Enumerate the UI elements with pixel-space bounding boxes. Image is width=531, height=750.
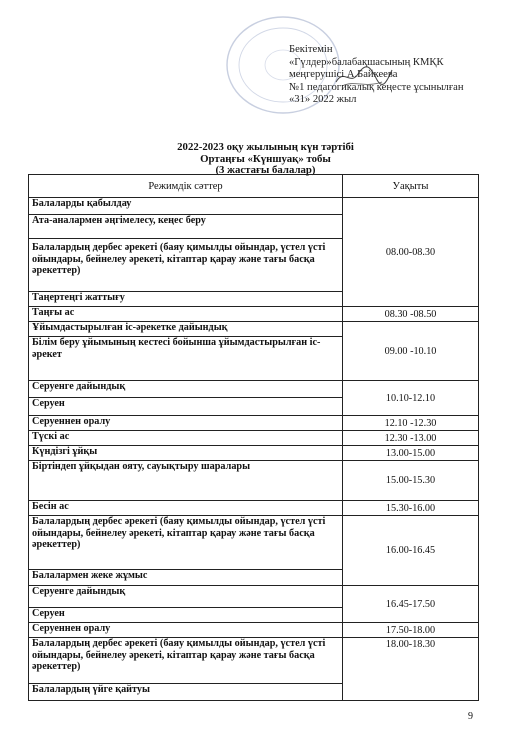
- time-cell: 18.00-18.30: [343, 638, 479, 701]
- age-group: (3 жастағы балалар): [215, 164, 316, 177]
- time-cell: 08.30 -08.50: [343, 307, 479, 322]
- activity-cell: Бесін ас: [29, 501, 343, 516]
- table-row: [29, 431, 479, 446]
- table-header-row: [29, 175, 479, 198]
- table-row: [29, 198, 479, 215]
- activity-cell: Балалардың үйге қайтуы: [29, 684, 343, 701]
- activity-cell: Серуенге дайындық: [29, 586, 343, 608]
- page-number: 9: [468, 711, 473, 722]
- table-row: [29, 623, 479, 638]
- time-cell: 15.30-16.00: [343, 501, 479, 516]
- group-name: Ортаңғы «Күншуақ» тобы: [200, 152, 331, 165]
- time-cell: 15.00-15.30: [343, 461, 479, 501]
- activity-cell: Біртіндеп ұйқыдан ояту, сауықтыру шаралары: [29, 461, 343, 501]
- column-header-time: Уақыты: [343, 175, 479, 198]
- column-header-activity: Режимдік сәттер: [29, 175, 343, 198]
- table-row: [29, 461, 479, 501]
- table-row: [29, 322, 479, 337]
- time-cell: 08.00-08.30: [343, 198, 479, 307]
- time-cell: 16.45-17.50: [343, 586, 479, 623]
- activity-cell: Балалармен жеке жұмыс: [29, 570, 343, 586]
- activity-cell: Түскі ас: [29, 431, 343, 446]
- approval-line: №1 педагогикалық кеңесте ұсынылған: [289, 81, 464, 93]
- time-cell: 13.00-15.00: [343, 446, 479, 461]
- activity-cell: Таңғы ас: [29, 307, 343, 322]
- table-row: [29, 501, 479, 516]
- activity-cell: Балалардың дербес әрекеті (баяу қимылды ойындар, үстел үсті ойындары, бейнелеу әрекеті, кітаптар қарау және тағы басқа әрекеттер): [29, 239, 343, 292]
- table-row: [29, 381, 479, 398]
- time-cell: 16.00-16.45: [343, 516, 479, 586]
- approval-line: меңгерушісі А.Байкеева: [289, 69, 398, 81]
- document-title: 2022-2023 оқу жылының күн тәртібі: [177, 141, 354, 153]
- activity-cell: Серуеннен оралу: [29, 623, 343, 638]
- approval-line: «31» 2022 жыл: [289, 94, 357, 106]
- time-cell: 17.50-18.00: [343, 623, 479, 638]
- activity-cell: Серуен: [29, 608, 343, 623]
- activity-cell: Күндізгі ұйқы: [29, 446, 343, 461]
- time-cell: 12.10 -12.30: [343, 416, 479, 431]
- table-row: [29, 416, 479, 431]
- activity-cell: Таңертеңгі жаттығу: [29, 292, 343, 307]
- time-cell: 12.30 -13.00: [343, 431, 479, 446]
- activity-cell: Балалардың дербес әрекеті (баяу қимылды ойындар, үстел үсті ойындары, бейнелеу әрекеті, кітаптар қарау және тағы басқа әрекеттер): [29, 638, 343, 684]
- activity-cell: Балаларды қабылдау: [29, 198, 343, 215]
- activity-cell: Ұйымдастырылған іс-әрекетке дайындық: [29, 322, 343, 337]
- activity-cell: Серуеннен оралу: [29, 416, 343, 431]
- time-cell: 10.10-12.10: [343, 381, 479, 416]
- activity-cell: Серуенге дайындық: [29, 381, 343, 398]
- activity-cell: Балалардың дербес әрекеті (баяу қимылды ойындар, үстел үсті ойындары, бейнелеу әрекеті, кітаптар қарау және тағы басқа әрекеттер): [29, 516, 343, 570]
- table-row: [29, 638, 479, 684]
- approval-line: Бекітемін: [289, 44, 333, 55]
- activity-cell: Серуен: [29, 398, 343, 416]
- activity-cell: Ата-аналармен әңгімелесу, кеңес беру: [29, 215, 343, 239]
- activity-cell: Білім беру ұйымының кестесі бойынша ұйымдастырылған іс-әрекет: [29, 337, 343, 381]
- approval-line: «Гүлдер»балабақшасының КМҚК: [289, 56, 444, 68]
- table-row: [29, 307, 479, 322]
- approval-block: [289, 44, 519, 107]
- daily-schedule-table: [28, 174, 479, 701]
- table-row: [29, 516, 479, 570]
- table-row: [29, 586, 479, 608]
- document-headings: [0, 142, 531, 177]
- table-row: [29, 446, 479, 461]
- time-cell: 09.00 -10.10: [343, 322, 479, 381]
